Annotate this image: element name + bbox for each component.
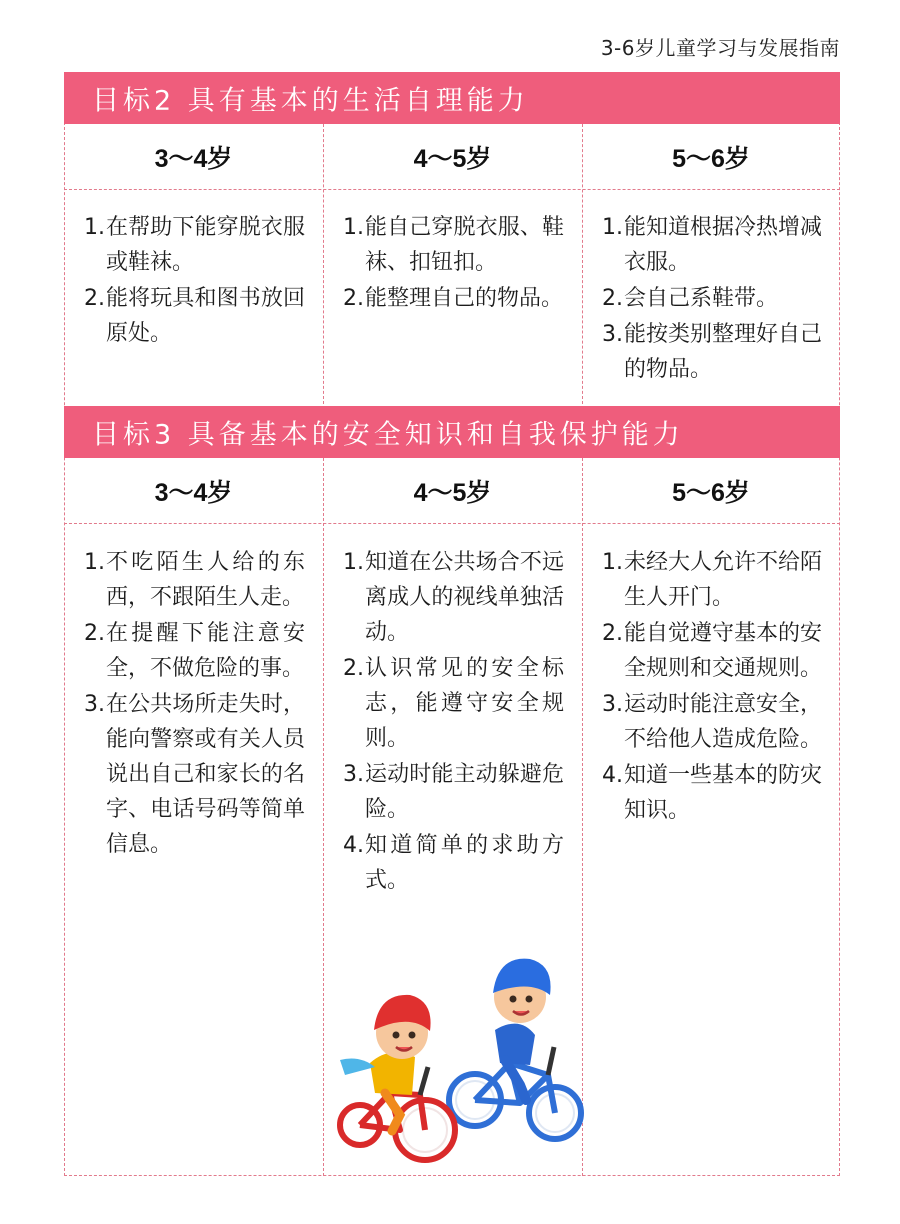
goal-3-age-4-5-cell xyxy=(323,545,582,899)
list-item: 1. 在帮助下能穿脱衣服或鞋袜。 xyxy=(84,215,305,275)
list-item: 1. 知道在公共场合不远离成人的视线单独活动。 xyxy=(343,550,564,645)
list-item: 1. 能自己穿脱衣服、鞋袜、扣钮扣。 xyxy=(343,215,564,275)
section-title: 目标2 具有基本的生活自理能力 xyxy=(92,85,529,117)
list-item: 2. 会自己系鞋带。 xyxy=(602,286,779,311)
list-item: 3. 在公共场所走失时，能向警察或有关人员说出自己和家长的名字、电话号码等简单信息。 xyxy=(84,692,305,857)
age-header-row xyxy=(64,458,840,524)
list-item: 3. 运动时能主动躲避危险。 xyxy=(343,762,564,822)
list-item: 4. 知道简单的求助方式。 xyxy=(343,833,564,893)
section-banner-goal-3 xyxy=(64,406,840,458)
goal-2-age-5-6-cell xyxy=(582,210,840,388)
section-banner-goal-2 xyxy=(64,72,840,124)
list-item: 3. 能按类别整理好自己的物品。 xyxy=(602,322,823,382)
list-item: 1. 未经大人允许不给陌生人开门。 xyxy=(602,550,823,610)
list-item: 2. 在提醒下能注意安全，不做危险的事。 xyxy=(84,621,305,681)
list-item: 3. 运动时能注意安全，不给他人造成危险。 xyxy=(602,692,823,752)
list-item: 2. 能自觉遵守基本的安全规则和交通规则。 xyxy=(602,621,823,681)
age-header: 4～5岁 xyxy=(413,478,492,507)
goal-3-age-3-4-cell xyxy=(64,545,323,863)
age-header: 4～5岁 xyxy=(413,144,492,173)
age-header: 3～4岁 xyxy=(154,478,233,507)
list-item: 4. 知道一些基本的防灾知识。 xyxy=(602,763,823,823)
list-item: 2. 能整理自己的物品。 xyxy=(343,286,564,311)
age-header: 5～6岁 xyxy=(672,478,750,507)
goal-2-age-4-5-cell xyxy=(323,210,582,317)
list-item: 1. 不吃陌生人给的东西，不跟陌生人走。 xyxy=(84,550,305,610)
kids-bicycle-illustration xyxy=(330,935,585,1165)
goal-3-age-5-6-cell xyxy=(582,545,840,829)
document-title: 3-6岁儿童学习与发展指南 xyxy=(600,36,840,60)
section-title: 目标3 具备基本的安全知识和自我保护能力 xyxy=(92,419,684,451)
age-header: 5～6岁 xyxy=(672,144,750,173)
list-item: 2. 能将玩具和图书放回原处。 xyxy=(84,286,305,346)
goal-2-age-3-4-cell xyxy=(64,210,323,352)
list-item: 1. 能知道根据冷热增减衣服。 xyxy=(602,215,823,275)
age-header: 3～4岁 xyxy=(154,144,233,173)
age-header-row xyxy=(64,124,840,190)
list-item: 2. 认识常见的安全标志，能遵守安全规则。 xyxy=(343,656,564,751)
